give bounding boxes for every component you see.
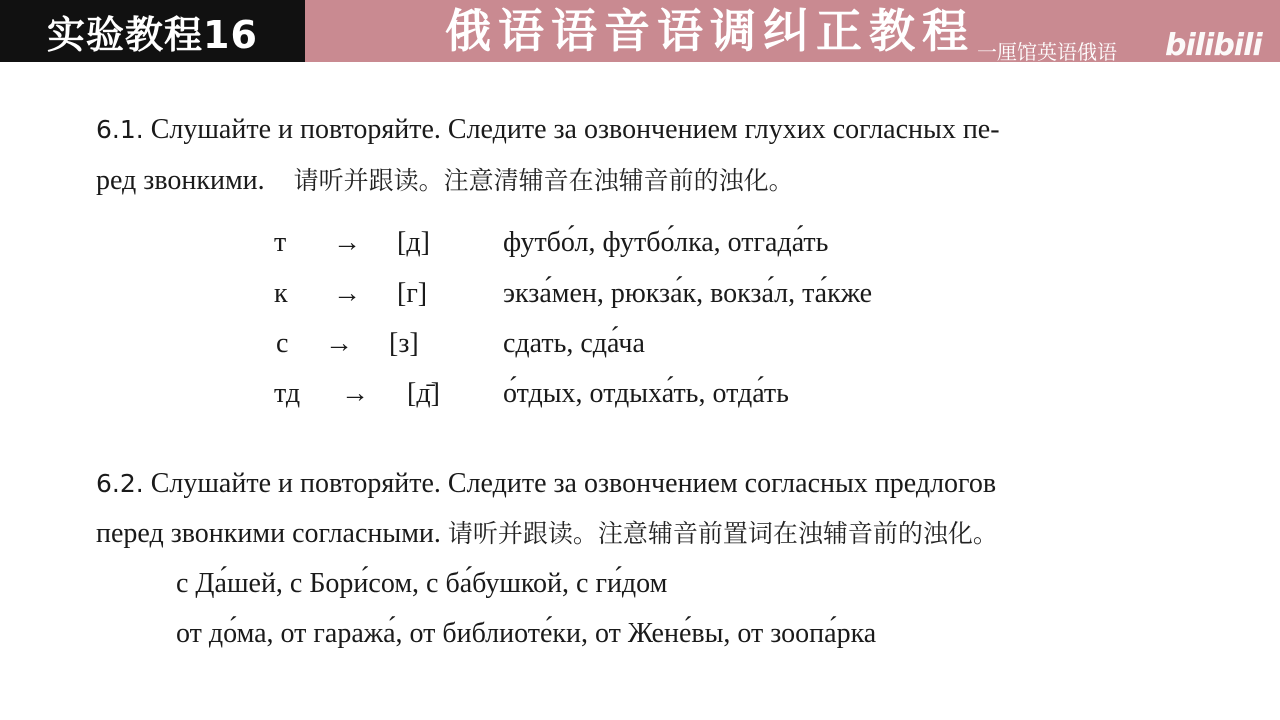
arrow-icon: → [325, 328, 353, 359]
example-words: экза́мен, рюкза́к, вокза́л, та́кже [503, 278, 873, 309]
table-row [0, 369, 1280, 419]
section2-instruction-line2 [96, 509, 998, 559]
section1-instruction-line1 [96, 105, 1000, 155]
from-sound: с [276, 328, 289, 359]
to-sound: [г] [397, 278, 428, 309]
channel-watermark: 一厘馆英语俄语 [977, 40, 1117, 64]
section1-chinese: 请听并跟读。注意清辅音在浊辅音前的浊化。 [293, 166, 794, 195]
example-line: с Да́шей, с Бори́сом, с ба́бушкой, с ги́дом [176, 568, 668, 599]
section2-text-line2: перед звонкими согласными. [96, 518, 441, 549]
top-banner [0, 0, 1280, 62]
example-words: о́тдых, отдыха́ть, отда́ть [503, 378, 789, 409]
arrow-icon: → [341, 378, 369, 409]
table-row [0, 218, 1280, 268]
example-line: от до́ма, от гаража́, от библиоте́ки, от Жене́вы, от зоопа́рка [176, 618, 877, 649]
from-sound: т [274, 227, 287, 258]
example-words: сдать, сда́ча [503, 328, 645, 359]
to-sound: [д̄] [407, 378, 440, 409]
table-row [0, 319, 1280, 369]
section1-number: 6.1. [96, 115, 144, 144]
to-sound: [з] [389, 328, 419, 359]
section2-text-line1: Слушайте и повторяйте. Следите за озвончением согласных предлогов [150, 468, 997, 499]
section1-instruction-line2 [96, 156, 794, 206]
from-sound: тд [274, 378, 301, 409]
example-words: футбо́л, футбо́лка, отгада́ть [503, 227, 829, 258]
section2-instruction-line1 [96, 459, 996, 509]
section1-text-line1: Слушайте и повторяйте. Следите за озвончением глухих согласных пе- [150, 114, 1000, 145]
to-sound: [д] [397, 227, 430, 258]
course-title: 俄语语音语调纠正教程 [445, 4, 975, 58]
table-row [0, 269, 1280, 319]
from-sound: к [274, 278, 288, 309]
lesson-label: 实验教程16 [0, 0, 305, 62]
section1-text-line2: ред звонкими. [96, 165, 265, 196]
title-banner [305, 0, 1280, 62]
arrow-icon: → [333, 278, 361, 309]
section2-chinese: 请听并跟读。注意辅音前置词在浊辅音前的浊化。 [447, 519, 998, 548]
arrow-icon: → [333, 227, 361, 258]
bilibili-logo: bilibili [1165, 28, 1262, 63]
section2-number: 6.2. [96, 469, 144, 498]
